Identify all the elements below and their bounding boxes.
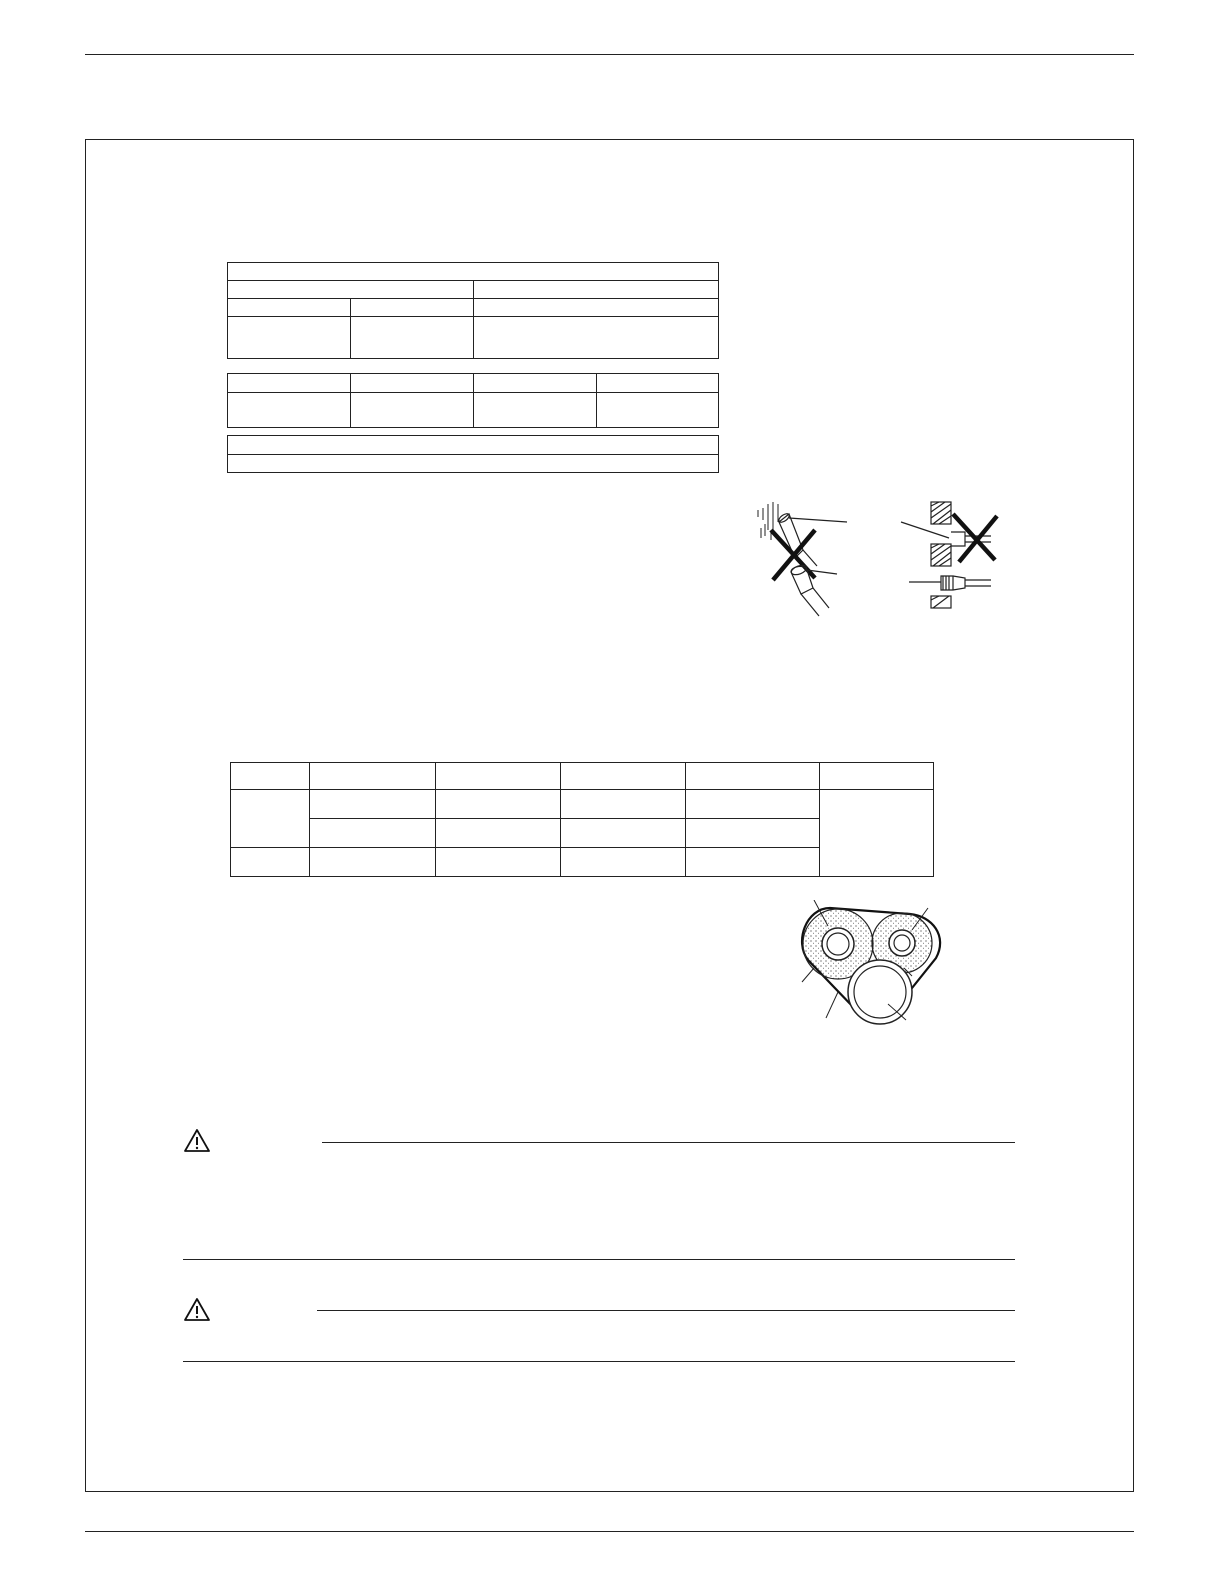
table-cell [310,819,436,848]
table-header-cell [436,763,561,790]
table-cell [436,848,561,877]
table-cell [597,393,719,428]
table-header-cell [231,763,310,790]
table-cell [473,299,719,317]
table-cell [473,317,719,359]
table-header-cell [820,763,934,790]
table-cell [597,374,719,393]
table-cell [474,393,597,428]
wall-pipe-detail [901,502,991,608]
table-cell [350,317,473,359]
table-cell [228,299,351,317]
pipe-bundle-figure [800,900,950,1034]
table-cell [228,263,719,281]
table-cell [350,299,473,317]
drain-hose-inner [854,966,906,1018]
spec-table-c [227,435,719,473]
table-cell [228,436,719,455]
table-header-cell [561,763,686,790]
spec-table-d [230,762,934,877]
table-cell [686,848,820,877]
table-cell [228,317,351,359]
spec-table-a [227,262,719,359]
table-cell [686,790,820,819]
table-cell [820,790,934,877]
table-cell [561,790,686,819]
table-header-cell [686,763,820,790]
warning-triangle-icon [183,1128,211,1153]
notice-2-bottom-rule [183,1361,1015,1362]
table-cell [228,281,474,299]
table-cell [351,393,474,428]
x-mark-icon [953,514,997,562]
table-header-cell [310,763,436,790]
table-cell [228,393,351,428]
notice-1-bottom-rule [183,1259,1015,1260]
notice-1-title-rule [322,1142,1015,1143]
flare-nut-figure [755,500,1015,618]
notice-2-title-rule [317,1310,1015,1311]
small-pipe-inner [894,935,910,951]
warning-triangle-icon [183,1297,211,1322]
table-cell [474,374,597,393]
flare-nut-capped [790,564,837,616]
large-pipe-inner [827,933,849,955]
table-cell [228,374,351,393]
table-cell [686,819,820,848]
table-cell [231,848,310,877]
table-cell [436,790,561,819]
table-cell [436,819,561,848]
footer-rule [85,1531,1134,1532]
table-cell [351,374,474,393]
table-cell [310,848,436,877]
table-cell [228,455,719,473]
header-rule [85,54,1134,55]
table-cell [473,281,719,299]
spec-table-b [227,373,719,428]
table-cell [561,819,686,848]
table-cell [231,790,310,848]
table-cell [310,790,436,819]
table-cell [561,848,686,877]
